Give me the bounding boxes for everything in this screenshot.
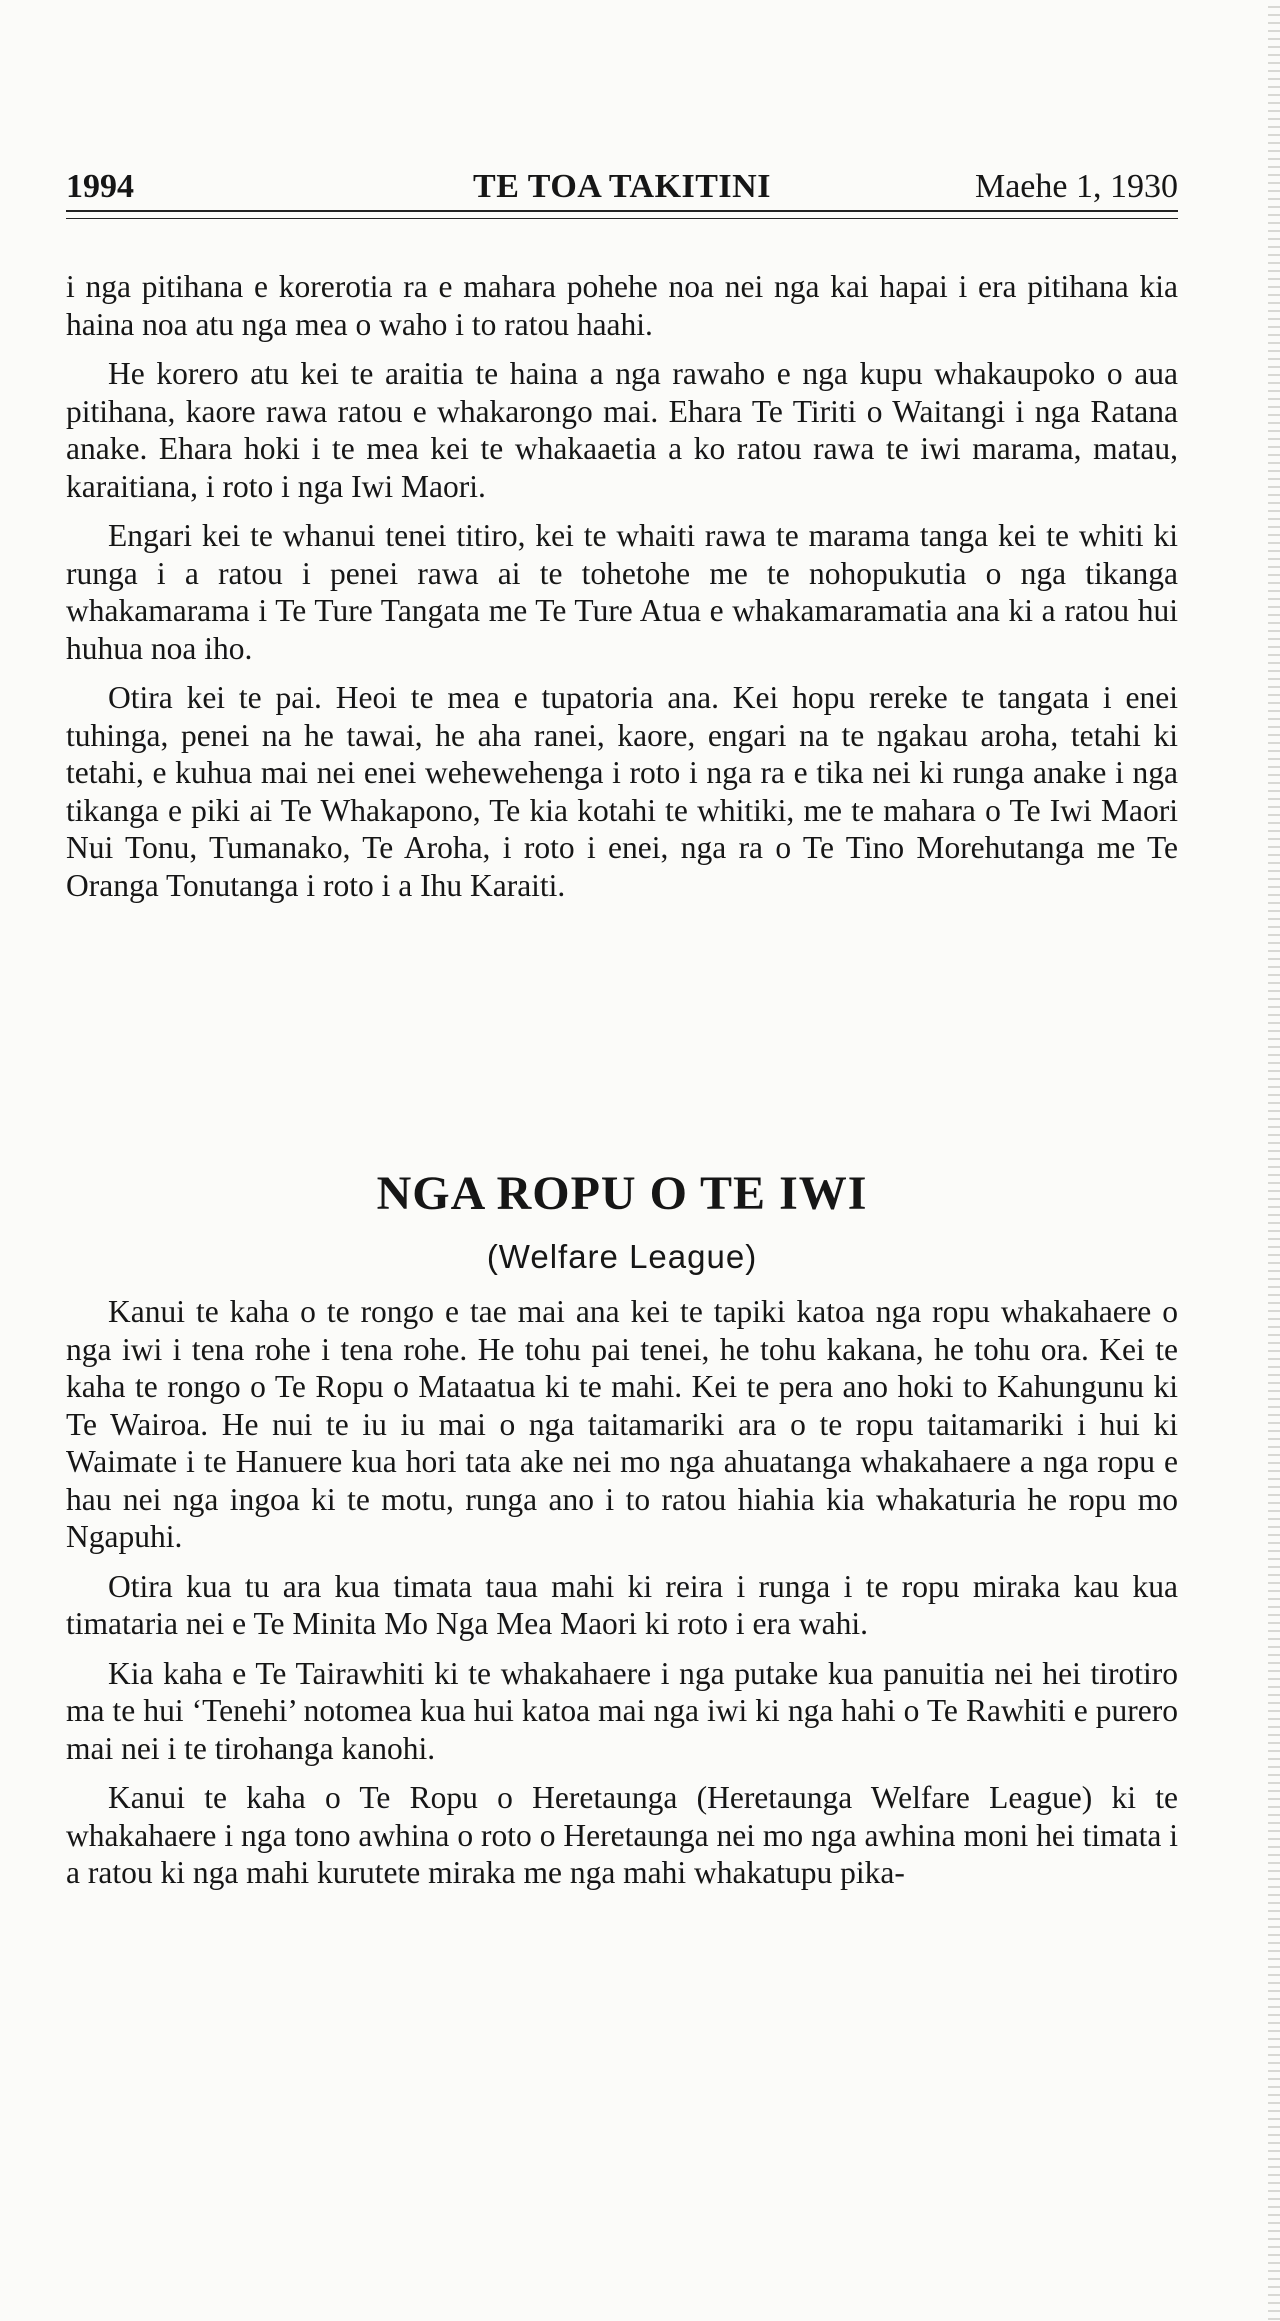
first-section-text: [66, 268, 1178, 916]
page-number: 1994: [66, 168, 134, 205]
page-edge: [1268, 0, 1280, 2321]
publication-title: TE TOA TAKITINI: [473, 168, 771, 205]
paragraph: Otira kei te pai. Heoi te mea e tupatoria ana. Kei hopu rereke te tangata i enei tuhinga, penei na he tawai, he aha ranei, kaore, engari na te ngakau aroha, tetahi ki tetahi, e kuhua mai nei enei wehewehenga i roto i nga ra e tika nei ki runga anake i nga tikanga e piki ai Te Whakapono, Te kia kotahi te whitiki, me te mahara o Te Iwi Maori Nui Tonu, Tumanako, Te Aroha, i roto i enei, nga ra o Te Tino Morehutanga me Te Oranga Tonutanga i roto i a Ihu Karaiti.: [66, 680, 1178, 903]
issue-date: Maehe 1, 1930: [974, 168, 1178, 205]
paragraph: Otira kua tu ara kua timata taua mahi ki reira i runga i te ropu miraka kau kua timataria nei e Te Minita Mo Nga Mea Maori ki roto i era wahi.: [66, 1568, 1178, 1641]
header-rule: [66, 210, 1178, 212]
header-rule-thin: [66, 218, 1178, 219]
section-subheading: (Welfare League): [486, 1238, 758, 1275]
section-heading: NGA ROPU O TE IWI: [376, 1167, 868, 1220]
paragraph: Engari kei te whanui tenei titiro, kei te whaiti rawa te marama tanga kei te whiti ki runga i a ratou i penei rawa ai te tohetohe me te nohopukutia o nga tikanga whakamarama i Te Ture Tangata me Te Ture Atua e whakamaramatia ana ki a ratou hui huhua noa iho.: [66, 518, 1178, 666]
running-header: [66, 168, 1178, 216]
paragraph: i nga pitihana e korerotia ra e mahara pohehe noa nei nga kai hapai i era pitihana kia haina noa atu nga mea o waho i to ratou haahi.: [66, 269, 1178, 342]
paragraph: Kia kaha e Te Tairawhiti ki te whakahaere i nga putake kua panuitia nei hei tirotiro ma te hui ‘Tenehi’ notomea kua hui katoa mai nga iwi ki nga hahi o Te Rawhiti e purero mai nei i te tirohanga kanohi.: [66, 1655, 1178, 1766]
paragraph: Kanui te kaha o te rongo e tae mai ana kei te tapiki katoa nga ropu whakahaere o nga iwi i tena rohe i tena rohe. He tohu pai tenei, he tohu kakana, he tohu ora. Kei te kaha te rongo o Te Ropu o Mataatua ki te mahi. Kei te pera ano hoki to Kahungunu ki Te Wairoa. He nui te iu iu mai o nga taitamariki ara o te ropu taitamariki i hui ki Waimate i te Hanuere kua hori tata ake nei mo nga ahuatanga whakahaere a nga ropu e hau nei nga ingoa ki te motu, runga ano i to ratou hiahia kia whakaturia he ropu mo Ngapuhi.: [66, 1294, 1178, 1554]
paragraph: Kanui te kaha o Te Ropu o Heretaunga (Heretaunga Welfare League) ki te whakahaere i nga tono awhina o roto o Heretaunga nei mo nga awhina moni hei timata i a ratou ki nga mahi kurutete miraka me nga mahi whakatupu pika-: [66, 1780, 1178, 1890]
paragraph: He korero atu kei te araitia te haina a nga rawaho e nga kupu whakaupoko o aua pitihana, kaore rawa ratou e whakarongo mai. Ehara Te Tiriti o Waitangi i nga Ratana anake. Ehara hoki i te mea kei te whakaaetia a ko ratou rawa te iwi marama, matau, karaitiana, i roto i nga Iwi Maori.: [66, 356, 1178, 504]
second-section-text: [66, 1293, 1178, 1904]
